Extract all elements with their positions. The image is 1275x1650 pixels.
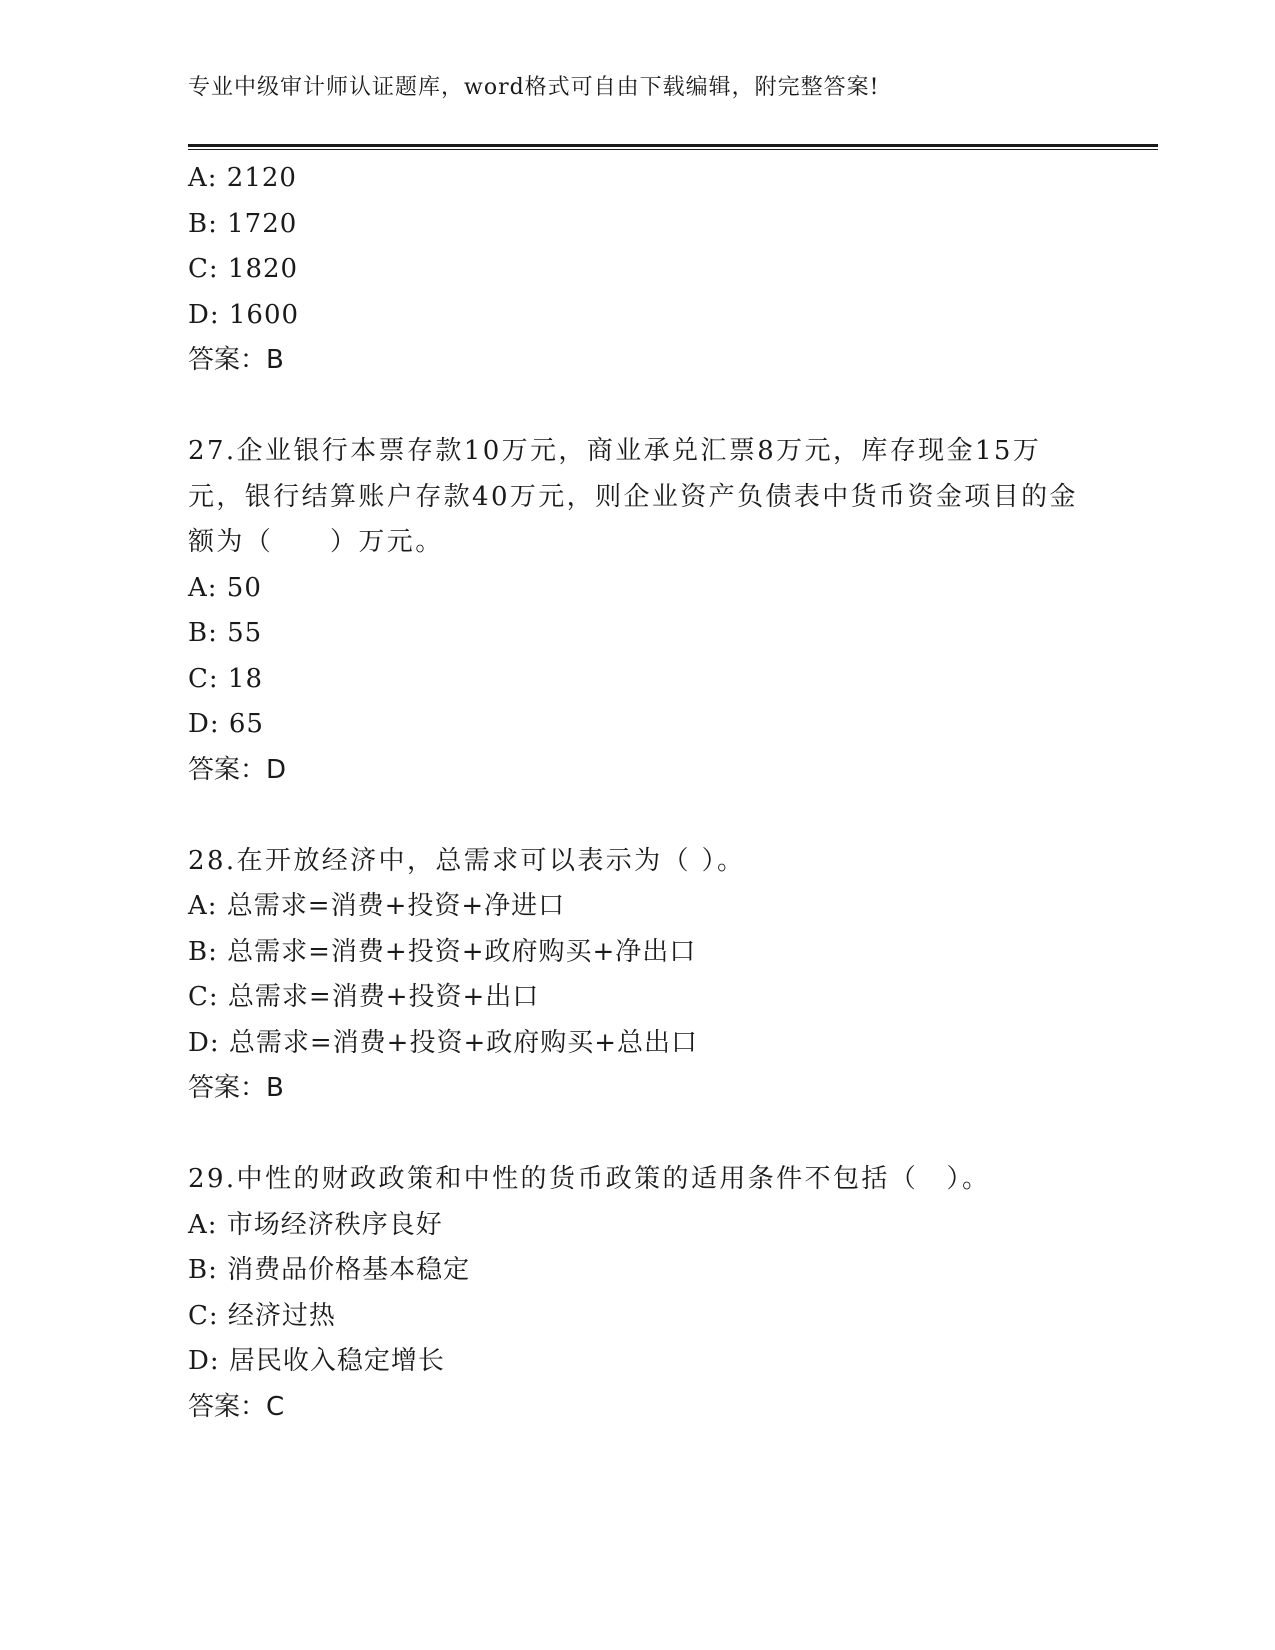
option-d: D: 居民收入稳定增长 (188, 1346, 445, 1376)
spacer (188, 793, 1088, 839)
option-b: B: 55 (188, 618, 263, 648)
answer: 答案：B (188, 345, 284, 375)
question-stem: 28.在开放经济中，总需求可以表示为（ ）。 (188, 845, 746, 876)
option-a: A: 2120 (188, 163, 297, 193)
spacer (188, 1112, 1088, 1158)
header-divider (188, 144, 1158, 150)
option-a: A: 50 (188, 572, 262, 603)
question-stem: 27.企业银行本票存款10万元，商业承兑汇票8万元，库存现金15万元，银行结算账户存款40万元，则企业资产负债表中货币资金项目的金额为（ ）万元。 (188, 436, 1078, 557)
option-c: C: 18 (188, 663, 264, 694)
question-27 (188, 429, 1088, 793)
page-header: 专业中级审计师认证题库，word格式可自由下载编辑，附完整答案! (188, 75, 880, 100)
question-29 (188, 1157, 1088, 1430)
option-d: D: 1600 (188, 299, 300, 330)
option-c: C: 总需求=消费+投资+出口 (188, 982, 540, 1012)
option-d: D: 65 (188, 709, 264, 739)
answer: 答案：B (188, 1073, 284, 1103)
question-list (188, 156, 1088, 1430)
spacer (188, 384, 1088, 430)
option-c: C: 经济过热 (188, 1300, 336, 1331)
answer: 答案：C (188, 1391, 285, 1422)
option-b: B: 消费品价格基本稳定 (188, 1255, 471, 1285)
question-26 (188, 156, 1088, 384)
question-stem: 29.中性的财政政策和中性的货币政策的适用条件不包括（ ）。 (188, 1164, 991, 1194)
option-b: B: 总需求=消费+投资+政府购买+净出口 (188, 936, 697, 967)
option-a: A: 市场经济秩序良好 (188, 1209, 443, 1240)
option-a: A: 总需求=消费+投资+净进口 (188, 891, 566, 921)
option-c: C: 1820 (188, 254, 299, 284)
question-28 (188, 839, 1088, 1112)
option-d: D: 总需求=消费+投资+政府购买+总出口 (188, 1027, 699, 1058)
answer: 答案：D (188, 754, 287, 785)
option-b: B: 1720 (188, 208, 298, 239)
